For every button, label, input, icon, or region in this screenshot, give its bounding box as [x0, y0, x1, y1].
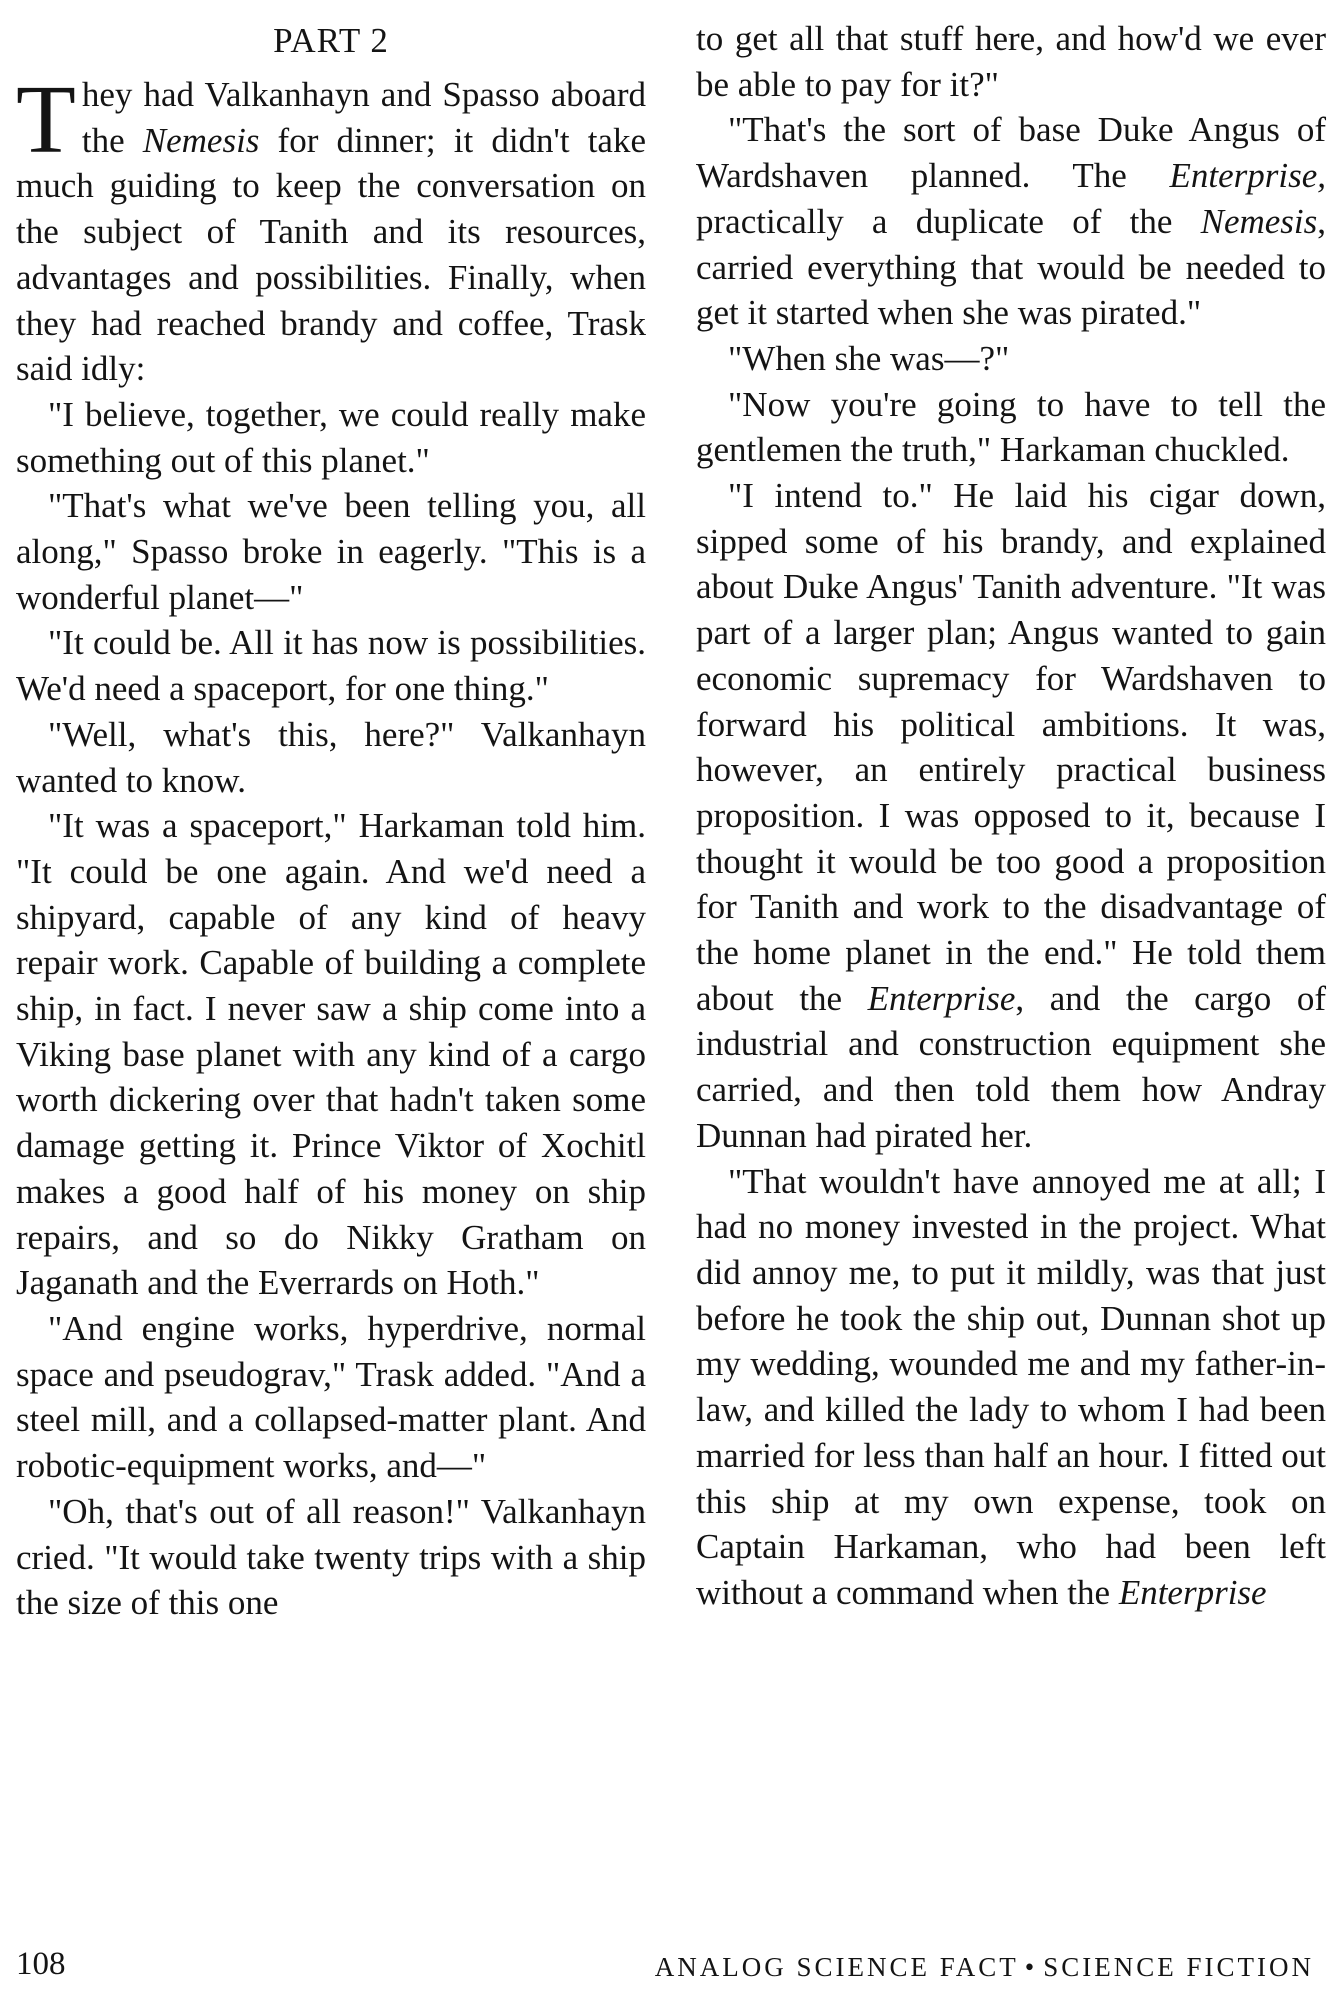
paragraph: "I believe, together, we could really make something out of this planet.": [16, 394, 646, 480]
text-segment: practically a duplicate of the: [696, 201, 1201, 241]
part-heading: PART 2: [273, 21, 389, 60]
magazine-title-right: SCIENCE FICTION: [1043, 1952, 1314, 1982]
drop-cap: T: [16, 66, 76, 174]
paragraph: [696, 107, 1326, 336]
paragraph: "Oh, that's out of all reason!" Valkanhayn cried. "It would take twenty trips with a ship the size of this one: [16, 1491, 646, 1623]
opening-text-a: hey had Valkanhayn and Spasso aboard the: [81, 75, 646, 160]
paragraph: [696, 1159, 1326, 1616]
opening-text-b: for dinner; it didn't take much guiding to keep the conversation on the subject of Tanith and its resources, advantages and possibilities. Finally, when they had reached brandy and coffee, Trask said idly:: [16, 120, 646, 389]
page-number: 108: [16, 1946, 66, 1982]
paragraph: [696, 473, 1326, 1159]
ship-name: Enterprise: [1118, 1572, 1267, 1612]
ship-name: Nemesis: [142, 120, 260, 160]
bullet-separator: •: [1024, 1952, 1038, 1982]
paragraph: "That's what we've been telling you, all along," Spasso broke in eagerly. "This is a wonderful planet—": [16, 486, 646, 617]
text-segment: , carried everything that would be needed to get it started when she was pirated.": [696, 201, 1326, 333]
text-segment: , and the cargo of industrial and construction equipment she carried, and then told them how Andray Dunnan had pirated her.: [696, 978, 1326, 1155]
running-title: [655, 1952, 1314, 1983]
right-column: [696, 16, 1326, 1616]
magazine-title-left: ANALOG SCIENCE FACT: [654, 1952, 1019, 1982]
paragraph-continued: to get all that stuff here, and how'd we ever be able to pay for it?": [696, 19, 1326, 104]
left-column: [16, 16, 646, 1626]
paragraph: "Now you're going to have to tell the gentlemen the truth," Harkaman chuckled.: [696, 384, 1326, 470]
paragraph: "And engine works, hyperdrive, normal space and pseudograv," Trask added. "And a steel mill, and a collapsed-matter plant. And robotic-equipment works, and—": [16, 1308, 646, 1486]
page-footer: [16, 1946, 1314, 1996]
text-segment: "That wouldn't have annoyed me at all; I had no money invested in the project. What did annoy me, to put it mildly, was that just before he took the ship out, Dunnan shot up my wedding, wounded me and my father-in-law, and killed the lady to whom I had been married for less than half an hour. I fitted out this ship at my own expense, took on Captain Harkaman, who had been left without a command when the: [696, 1161, 1326, 1612]
text-segment: "I intend to." He laid his cigar down, sipped some of his brandy, and explained about Duke Angus' Tanith adventure. "It was part of a larger plan; Angus wanted to gain economic supremacy for Wardshaven to forward his political ambitions. It was, however, an entirely practical business proposition. I was opposed to it, because I thought it would be too good a proposition for Tanith and work to the disadvantage of the home planet in the end." He told them about the: [696, 476, 1326, 1018]
ship-name: Enterprise,: [1169, 156, 1326, 196]
paragraph: "It could be. All it has now is possibilities. We'd need a spaceport, for one thing.": [16, 623, 646, 709]
paragraph: "It was a spaceport," Harkaman told him. "It could be one again. And we'd need a shipyard, capable of any kind of heavy repair work. Capable of building a complete ship, in fact. I never saw a ship come into a Viking base planet with any kind of a cargo worth dickering over that hadn't taken some damage getting it. Prince Viktor of Xochitl makes a good half of his money on ship repairs, and so do Nikky Gratham on Jaganath and the Everrards on Hoth.": [16, 806, 646, 1303]
paragraph: "Well, what's this, here?" Valkanhayn wanted to know.: [16, 714, 646, 800]
ship-name: Nemesis: [1200, 201, 1318, 241]
paragraph-opening: [16, 66, 646, 392]
text-segment: "That's the sort of base Duke Angus of Wardshaven planned. The: [696, 110, 1326, 196]
paragraph: "When she was—?": [728, 338, 1010, 378]
ship-name: Enterprise: [867, 978, 1016, 1018]
